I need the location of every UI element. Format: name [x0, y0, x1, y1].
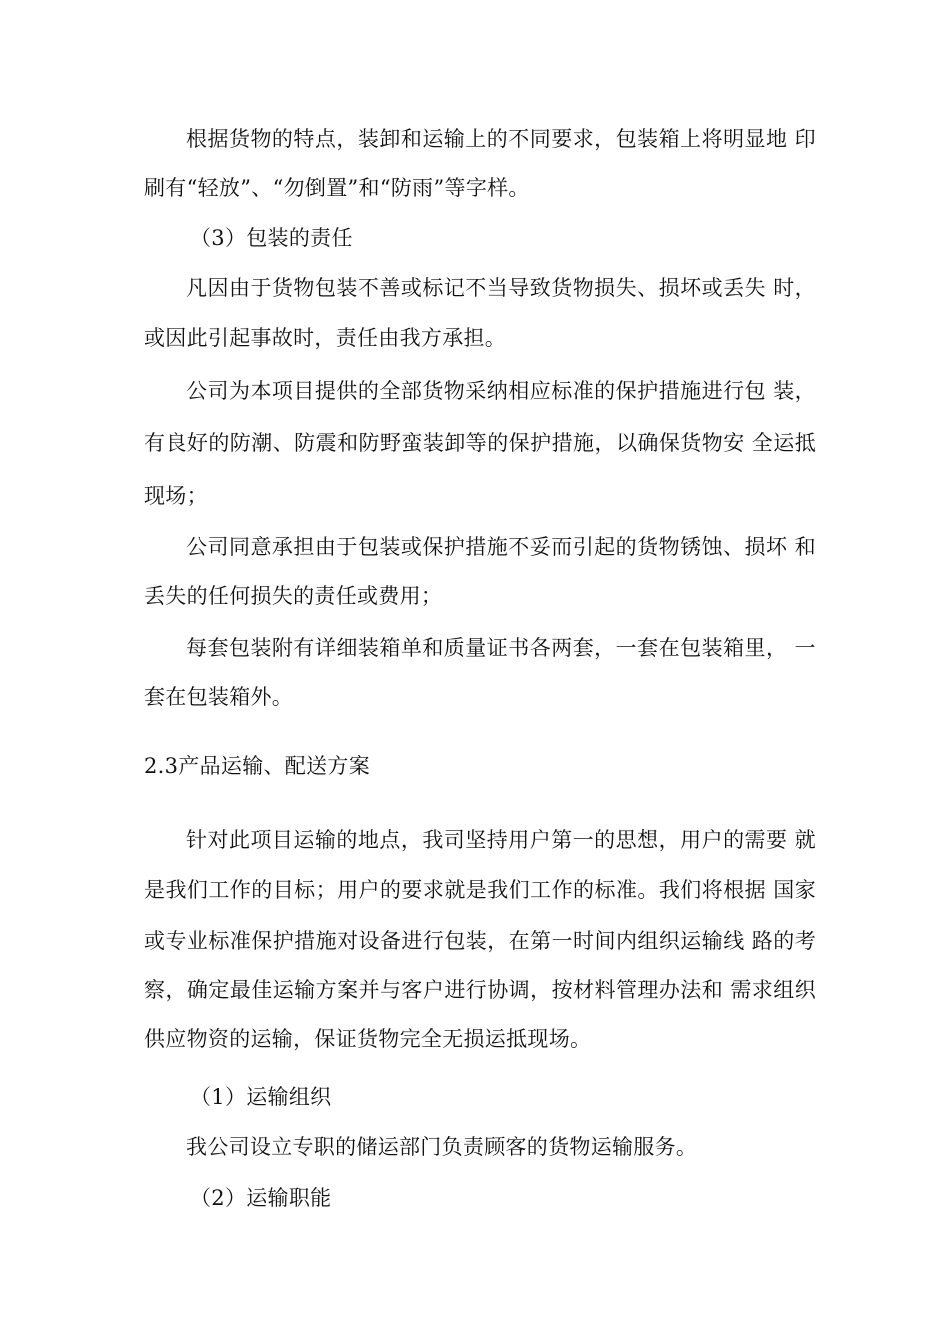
subheading-packaging-responsibility: （3）包装的责任	[190, 226, 353, 250]
section-heading: 2.3产品运输、配送方案	[144, 754, 370, 778]
paragraph-line: 公司同意承担由于包装或保护措施不妥而引起的货物锈蚀、损坏 和	[186, 535, 816, 559]
paragraph-line: 刷有“轻放”、“勿倒置”和“防雨”等字样。	[144, 176, 530, 200]
paragraph-line: 凡因由于货物包装不善或标记不当导致货物损失、损坏或丢失 时，	[186, 276, 816, 300]
paragraph-line: 公司为本项目提供的全部货物采纳相应标准的保护措施进行包 装，	[186, 379, 816, 403]
paragraph-line: 针对此项目运输的地点，我司坚持用户第一的思想，用户的需要 就	[186, 828, 816, 852]
paragraph-line: 供应物资的运输，保证货物完全无损运抵现场。	[144, 1027, 592, 1051]
subheading-transport-organization: （1）运输组织	[190, 1085, 332, 1109]
subheading-transport-functions: （2）运输职能	[190, 1186, 332, 1210]
paragraph-line: 我公司设立专职的储运部门负责顾客的货物运输服务。	[186, 1135, 698, 1159]
paragraph-line: 套在包装箱外。	[144, 685, 294, 709]
paragraph-line: 现场；	[144, 484, 208, 508]
paragraph-line: 或专业标准保护措施对设备进行包装，在第一时间内组织运输线 路的考	[144, 929, 816, 953]
paragraph-line: 是我们工作的目标；用户的要求就是我们工作的标准。我们将根据 国家	[144, 878, 816, 902]
paragraph-line: 丢失的任何损失的责任或费用；	[144, 584, 443, 608]
paragraph-line: 每套包装附有详细装箱单和质量证书各两套，一套在包装箱里， 一	[186, 636, 816, 660]
paragraph-line: 有良好的防潮、防震和防野蛮装卸等的保护措施，以确保货物安 全运抵	[144, 431, 816, 455]
paragraph-line: 或因此引起事故时，责任由我方承担。	[144, 326, 507, 350]
paragraph-line: 根据货物的特点，装卸和运输上的不同要求，包装箱上将明显地 印	[186, 127, 816, 151]
paragraph-line: 察，确定最佳运输方案并与客户进行协调，按材料管理办法和 需求组织	[144, 978, 816, 1002]
